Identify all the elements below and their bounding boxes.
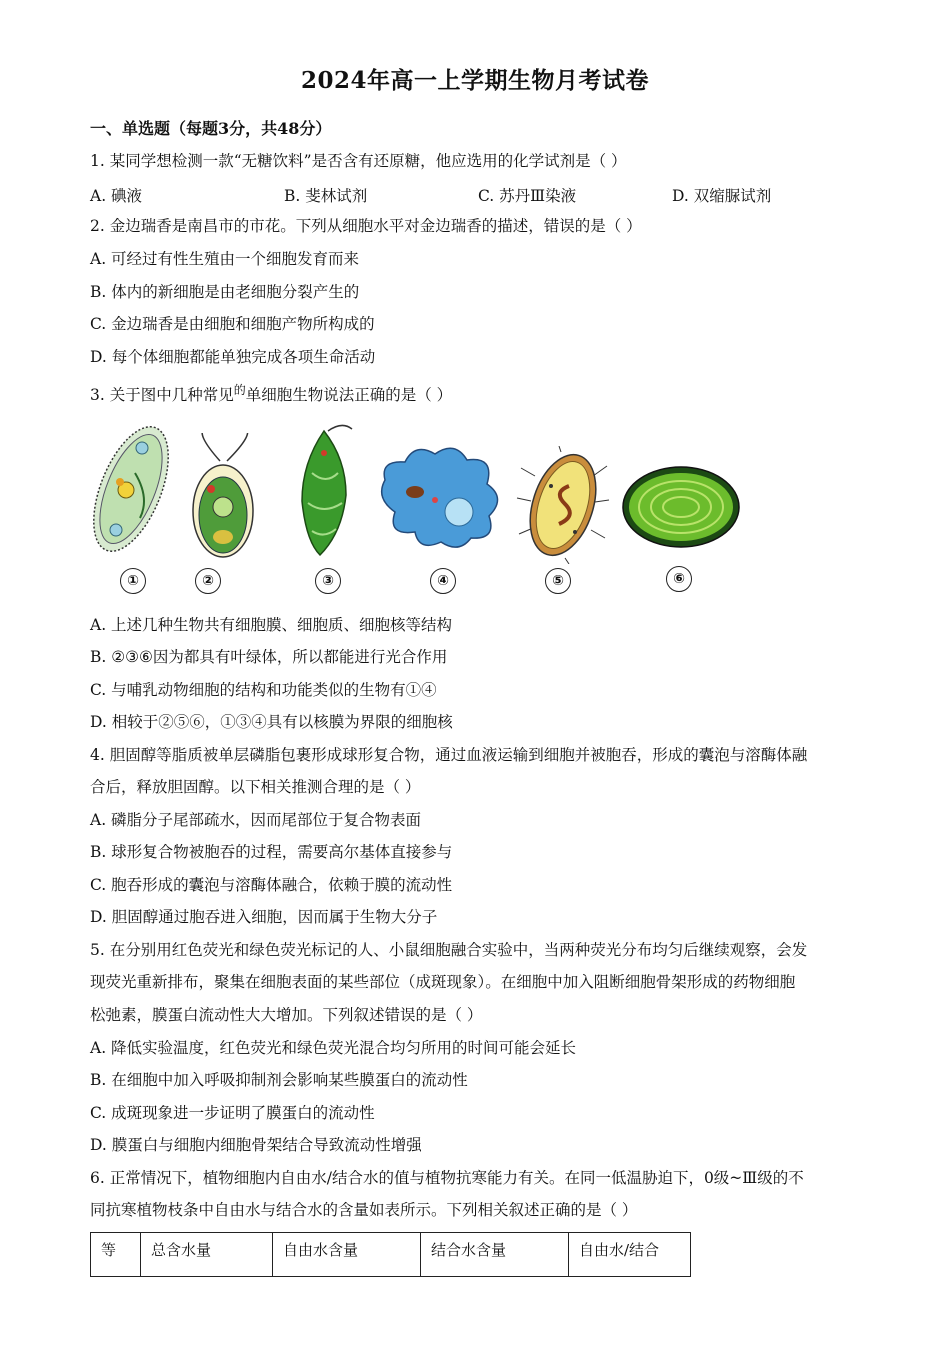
q2-stem: 2. 金边瑞香是南昌市的市花。下列从细胞水平对金边瑞香的描述，错误的是（ ） — [90, 217, 642, 235]
figure-label-4: ④ — [430, 568, 456, 594]
q5-stem-line1: 5. 在分别用红色荧光和绿色荧光标记的人、小鼠细胞融合实验中，当两种荧光分布均匀后继续观察，会发 — [90, 941, 808, 959]
q5-option-c: C. 成斑现象进一步证明了膜蛋白的流动性 — [90, 1104, 375, 1122]
q2-option-b: B. 体内的新细胞是由老细胞分裂产生的 — [90, 283, 360, 301]
cyanobacterium-figure — [620, 464, 742, 550]
table-header-cell: 自由水含量 — [273, 1233, 421, 1277]
bacterium-figure — [515, 446, 610, 564]
q1-option-b: B. 斐林试剂 — [284, 187, 368, 205]
q5-option-b: B. 在细胞中加入呼吸抑制剂会影响某些膜蛋白的流动性 — [90, 1071, 468, 1089]
q1-option-d: D. 双缩脲试剂 — [672, 187, 772, 205]
exam-title: 2024年高一上学期生物月考试卷 — [300, 67, 649, 94]
q3-stem-sup: 的 — [233, 383, 246, 397]
q6-stem-line1: 6. 正常情况下，植物细胞内自由水/结合水的值与植物抗寒能力有关。在同一低温胁迫下，0级~Ⅲ级的不 — [90, 1169, 804, 1187]
q4-option-a: A. 磷脂分子尾部疏水，因而尾部位于复合物表面 — [90, 811, 422, 829]
q5-stem-line2: 现荧光重新排布，聚集在细胞表面的某些部位（成斑现象）。在细胞中加入阻断细胞骨架形成的药物细胞 — [90, 973, 796, 991]
figure-label-3: ③ — [315, 568, 341, 594]
q6-stem-line2: 同抗寒植物枝条中自由水与结合水的含量如表所示。下列相关叙述正确的是（ ） — [90, 1201, 638, 1219]
q3-stem — [90, 384, 452, 407]
q4-option-c: C. 胞吞形成的囊泡与溶酶体融合，依赖于膜的流动性 — [90, 876, 453, 894]
q3-stem-post: 单细胞生物说法正确的是（ ） — [245, 386, 453, 404]
figure-label-6: ⑥ — [666, 566, 692, 592]
q5-option-a: A. 降低实验温度，红色荧光和绿色荧光混合均匀所用的时间可能会延长 — [90, 1039, 577, 1057]
q3-option-a: A. 上述几种生物共有细胞膜、细胞质、细胞核等结构 — [90, 616, 453, 634]
q4-stem-line2: 合后，释放胆固醇。以下相关推测合理的是（ ） — [90, 778, 421, 796]
q2-option-c: C. 金边瑞香是由细胞和细胞产物所构成的 — [90, 315, 375, 333]
q5-option-d: D. 膜蛋白与细胞内细胞骨架结合导致流动性增强 — [90, 1136, 422, 1154]
q4-option-d: D. 胆固醇通过胞吞进入细胞，因而属于生物大分子 — [90, 908, 438, 926]
table-header-row — [91, 1233, 691, 1277]
q4-option-b: B. 球形复合物被胞吞的过程，需要高尔基体直接参与 — [90, 843, 453, 861]
table-header-cell: 总含水量 — [141, 1233, 273, 1277]
q3-stem-pre: 3. 关于图中几种常见 — [90, 386, 234, 404]
q5-stem-line3: 松弛素，膜蛋白流动性大大增加。下列叙述错误的是（ ） — [90, 1006, 483, 1024]
q3-option-c: C. 与哺乳动物细胞的结构和功能类似的生物有①④ — [90, 681, 437, 699]
q3-option-d: D. 相较于②⑤⑥，①③④具有以核膜为界限的细胞核 — [90, 713, 453, 731]
q2-option-d: D. 每个体细胞都能单独完成各项生命活动 — [90, 348, 376, 366]
cell-figures — [90, 418, 770, 598]
q2-option-a: A. 可经过有性生殖由一个细胞发育而来 — [90, 250, 360, 268]
figure-label-1: ① — [120, 568, 146, 594]
q4-stem-line1: 4. 胆固醇等脂质被单层磷脂包裹形成球形复合物，通过血液运输到细胞并被胞吞，形成的囊泡与溶酶体融 — [90, 746, 808, 764]
q1-stem: 1. 某同学想检测一款“无糖饮料”是否含有还原糖，他应选用的化学试剂是（ ） — [90, 152, 627, 170]
q3-option-b: B. ②③⑥因为都具有叶绿体，所以都能进行光合作用 — [90, 648, 448, 666]
amoeba-figure — [375, 440, 510, 555]
figure-label-5: ⑤ — [545, 568, 571, 594]
q1-option-c: C. 苏丹Ⅲ染液 — [478, 187, 577, 205]
euglena-figure — [290, 423, 360, 558]
q1-option-a: A. 碘液 — [90, 187, 143, 205]
table-header-cell: 自由水/结合 — [569, 1233, 691, 1277]
figure-label-2: ② — [195, 568, 221, 594]
section-heading: 一、单选题（每题3分，共48分） — [90, 119, 332, 138]
paramecium-figure — [90, 418, 172, 560]
chlamydomonas-figure — [185, 433, 265, 558]
table-header-cell: 结合水含量 — [421, 1233, 569, 1277]
table-header-cell: 等 — [91, 1233, 141, 1277]
water-content-table — [90, 1232, 691, 1277]
